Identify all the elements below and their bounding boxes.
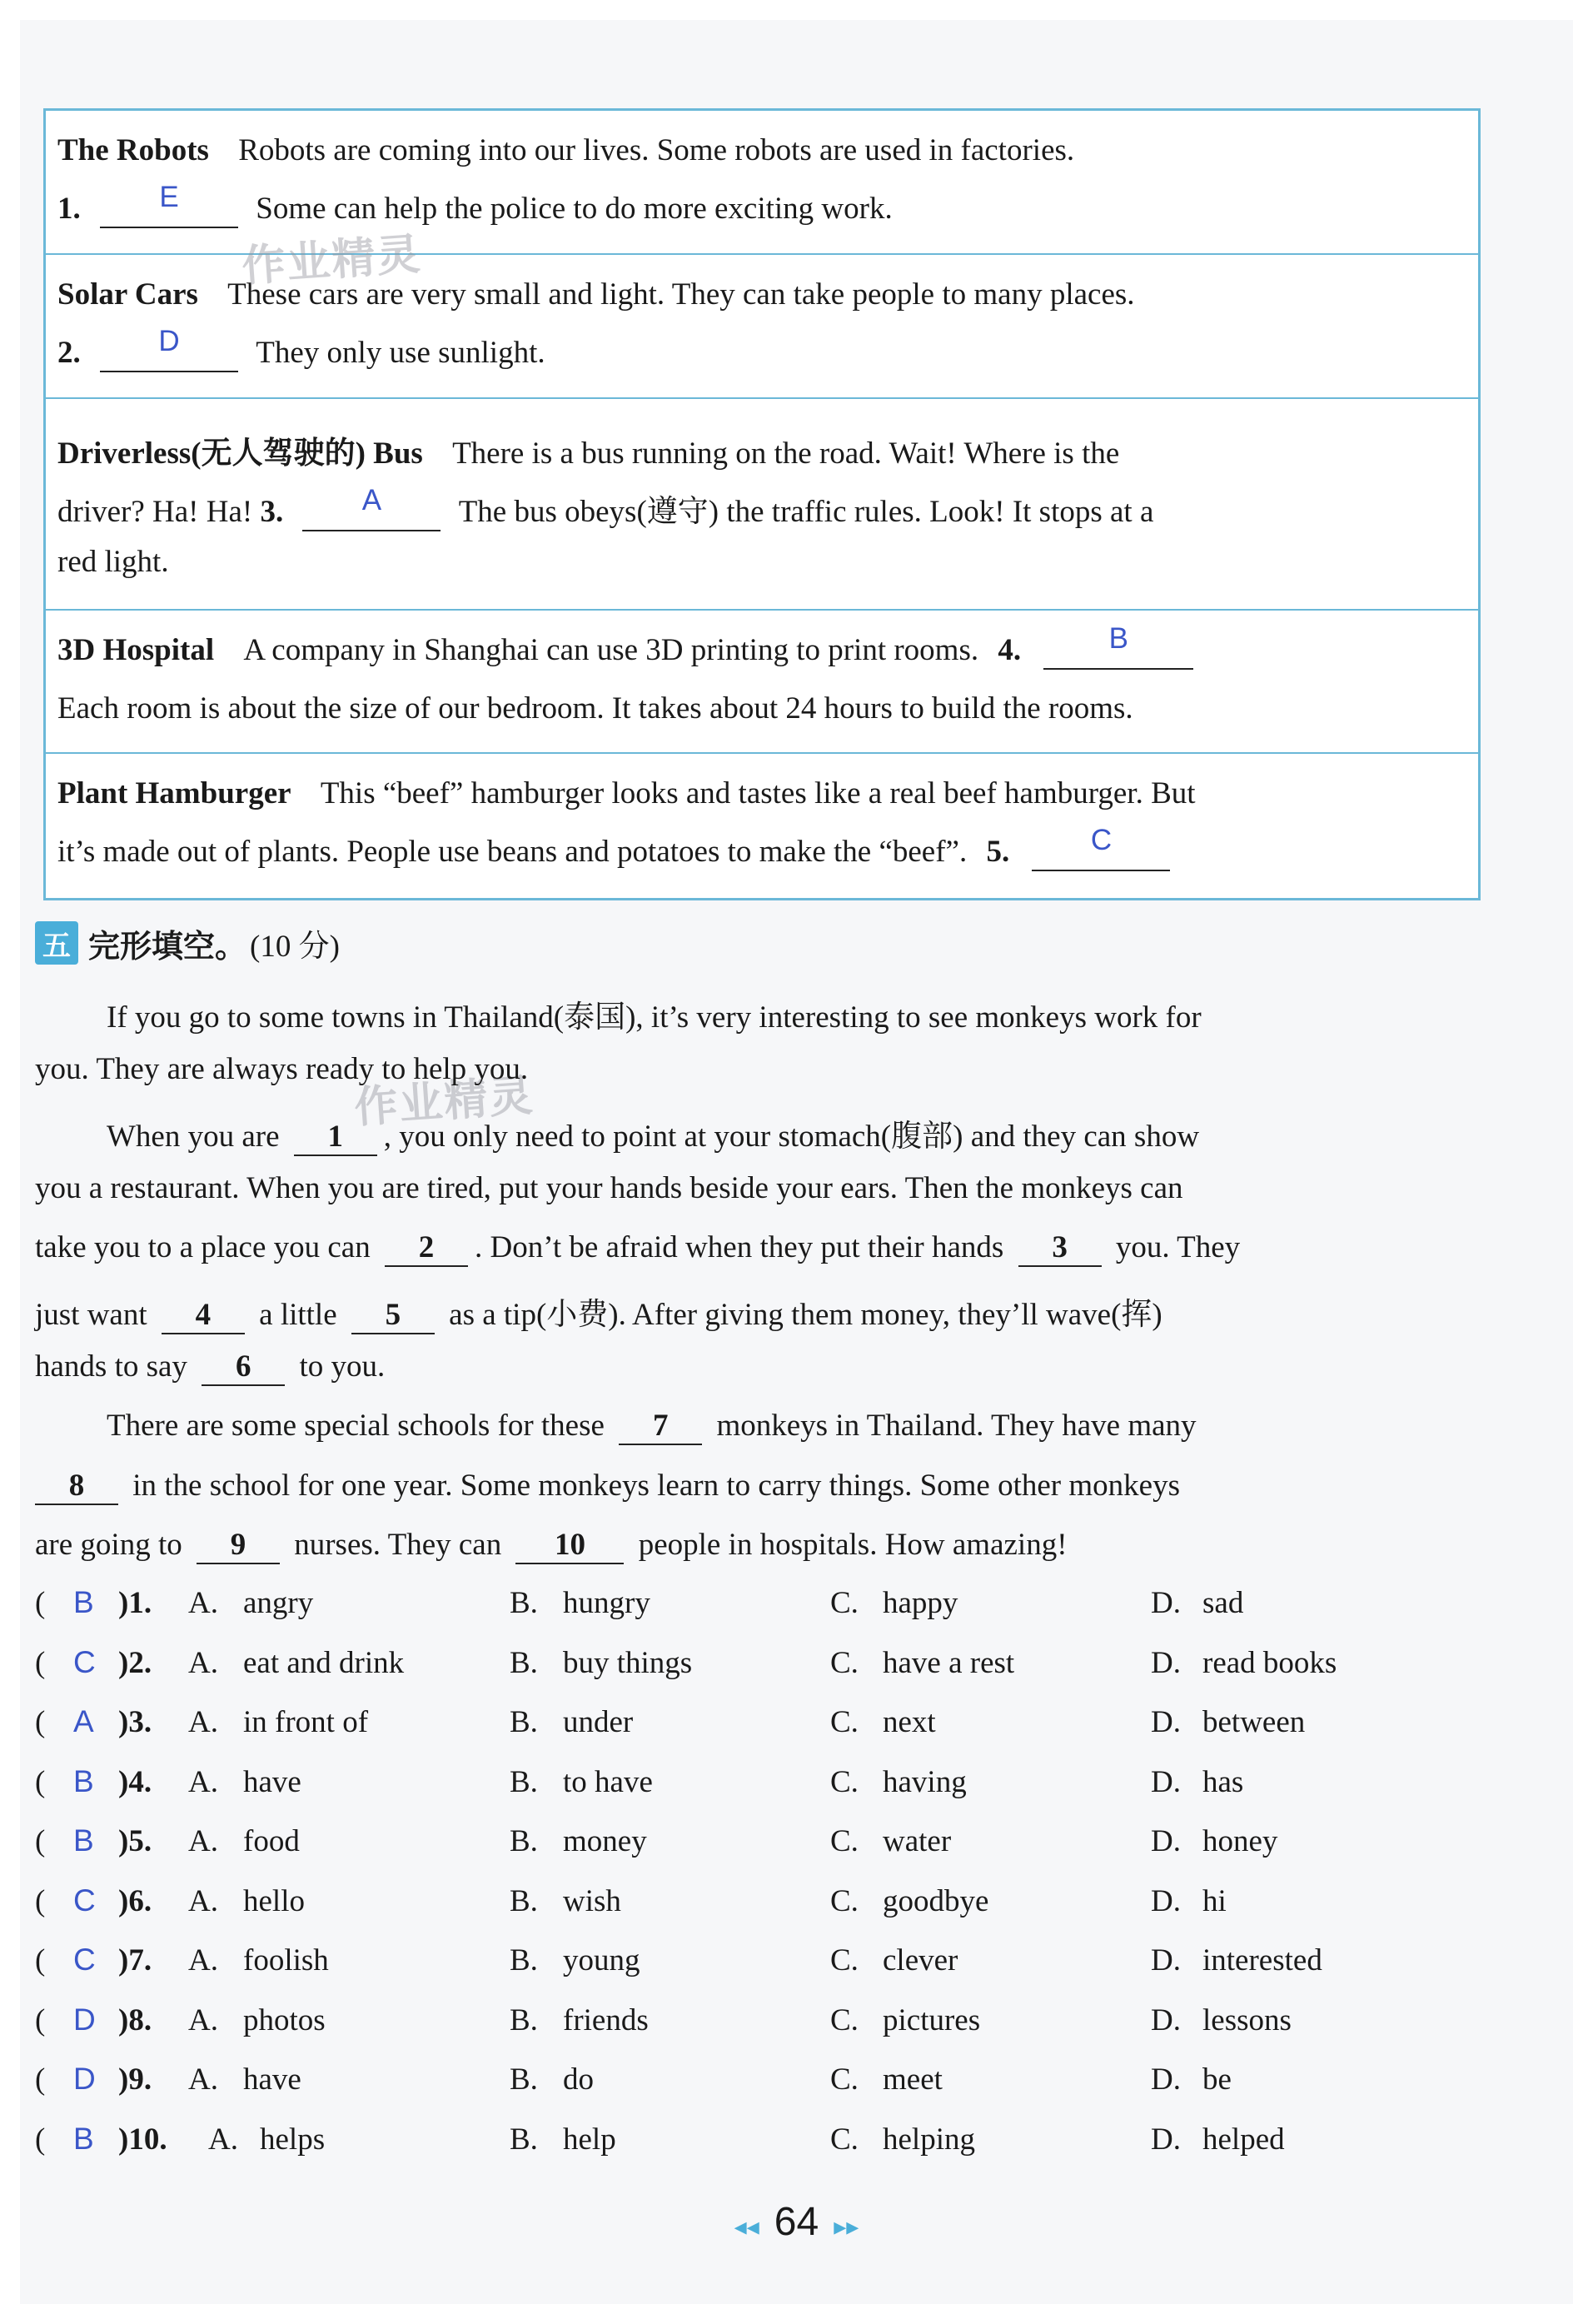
- option-c[interactable]: pictures: [883, 2002, 981, 2037]
- question-number: )6.: [118, 1883, 152, 1918]
- question-row: [35, 2122, 1492, 2168]
- option-b[interactable]: under: [563, 1705, 634, 1739]
- open-paren: (: [35, 1586, 46, 1620]
- answer-letter: B: [73, 1763, 94, 1798]
- question-number: 4.: [998, 633, 1022, 667]
- option-b[interactable]: friends: [563, 2002, 649, 2037]
- question-row: [35, 1942, 1492, 1989]
- cloze-blank[interactable]: 2: [385, 1229, 468, 1267]
- question-row: [35, 1883, 1492, 1930]
- answer-letter: C: [73, 1942, 96, 1977]
- option-a-label[interactable]: A.: [188, 1705, 218, 1739]
- option-b-label[interactable]: B.: [510, 1645, 538, 1680]
- passage-3d-hospital: [46, 611, 1478, 754]
- option-a-label[interactable]: A.: [208, 2122, 238, 2157]
- option-b-label[interactable]: B.: [510, 1824, 538, 1858]
- option-c[interactable]: happy: [883, 1586, 958, 1620]
- answer-letter: C: [73, 1883, 96, 1918]
- open-paren: (: [35, 2062, 46, 2097]
- answer-letter: E: [159, 181, 179, 213]
- option-d-label[interactable]: D.: [1151, 1943, 1181, 1977]
- open-paren: (: [35, 1824, 46, 1858]
- passage-text: These cars are very small and light. They can take people to many places.: [227, 277, 1135, 312]
- question-number: 1.: [57, 192, 81, 226]
- option-d-label[interactable]: D.: [1151, 1883, 1181, 1918]
- question-row: [35, 2062, 1492, 2108]
- passage-text: driver? Ha! Ha!: [57, 495, 261, 529]
- cloze-blank[interactable]: 3: [1018, 1229, 1102, 1267]
- answer-letter: A: [361, 484, 382, 516]
- option-c[interactable]: water: [883, 1824, 952, 1858]
- option-b[interactable]: help: [563, 2122, 616, 2157]
- option-a[interactable]: hello: [243, 1883, 305, 1918]
- cloze-line: take you to a place you can 2 . Don’t be afraid when they put their hands 3 you. They: [35, 1229, 1492, 1267]
- option-a-label[interactable]: A.: [188, 1943, 218, 1977]
- answer-blank[interactable]: [100, 325, 238, 372]
- option-a-label[interactable]: A.: [188, 1764, 218, 1799]
- option-d[interactable]: helped: [1202, 2122, 1285, 2157]
- option-d-label[interactable]: D.: [1151, 2002, 1181, 2037]
- answer-blank[interactable]: [302, 484, 441, 531]
- section-heading: [35, 920, 340, 966]
- option-d[interactable]: be: [1202, 2062, 1232, 2097]
- cloze-line: just want 4 a little 5 as a tip(小费). After giving them money, they’ll wave(挥): [35, 1289, 1492, 1334]
- passage-text: This “beef” hamburger looks and tastes like a real beef hamburger. But: [320, 776, 1196, 810]
- passage-title: The Robots: [57, 133, 209, 167]
- question-number: )9.: [118, 2062, 152, 2097]
- question-number: )5.: [118, 1824, 152, 1858]
- option-c[interactable]: meet: [883, 2062, 943, 2097]
- option-c[interactable]: clever: [883, 1943, 958, 1977]
- option-a[interactable]: angry: [243, 1586, 314, 1620]
- answer-letter: D: [73, 2002, 96, 2037]
- option-c-label[interactable]: C.: [830, 1705, 859, 1739]
- open-paren: (: [35, 1883, 46, 1918]
- option-a-label[interactable]: A.: [188, 1645, 218, 1680]
- answer-letter: C: [73, 1644, 96, 1679]
- passage-title: Plant Hamburger: [57, 776, 291, 810]
- passage-text: red light.: [57, 545, 169, 579]
- cloze-blank[interactable]: 5: [351, 1297, 435, 1334]
- option-a[interactable]: helps: [260, 2122, 326, 2157]
- cloze-blank[interactable]: 8: [35, 1468, 118, 1505]
- option-b-label[interactable]: B.: [510, 1705, 538, 1739]
- cloze-blank[interactable]: 10: [515, 1527, 624, 1564]
- open-paren: (: [35, 1764, 46, 1799]
- question-row: [35, 1704, 1492, 1751]
- option-d-label[interactable]: D.: [1151, 2062, 1181, 2097]
- prev-arrows-icon: ◂◂: [734, 2212, 759, 2242]
- option-b[interactable]: hungry: [563, 1586, 650, 1620]
- passage-text: They only use sunlight.: [256, 336, 545, 370]
- open-paren: (: [35, 1645, 46, 1680]
- answer-letter: A: [73, 1704, 94, 1738]
- cloze-line: There are some special schools for these 7 monkeys in Thailand. They have many: [35, 1408, 1492, 1445]
- question-number: )8.: [118, 2002, 152, 2037]
- answer-letter: B: [73, 2121, 94, 2156]
- answer-letter: B: [1108, 622, 1129, 655]
- option-d[interactable]: read books: [1202, 1645, 1337, 1680]
- watermark: 作业精灵: [352, 1070, 536, 1134]
- option-b-label[interactable]: B.: [510, 1943, 538, 1977]
- option-b[interactable]: do: [563, 2062, 594, 2097]
- option-c-label[interactable]: C.: [830, 1943, 859, 1977]
- option-d[interactable]: has: [1202, 1764, 1244, 1799]
- option-d-label[interactable]: D.: [1151, 1705, 1181, 1739]
- option-d-label[interactable]: D.: [1151, 1645, 1181, 1680]
- option-a-label[interactable]: A.: [188, 1883, 218, 1918]
- answer-blank[interactable]: [100, 181, 238, 228]
- option-a-label[interactable]: A.: [188, 2002, 218, 2037]
- option-b-label[interactable]: B.: [510, 2002, 538, 2037]
- cloze-line: are going to 9 nurses. They can 10 people in hospitals. How amazing!: [35, 1527, 1492, 1564]
- option-c-label[interactable]: C.: [830, 2062, 859, 2097]
- passage-plant-hamburger: [46, 754, 1478, 898]
- option-d[interactable]: honey: [1202, 1824, 1278, 1858]
- option-c[interactable]: helping: [883, 2122, 975, 2157]
- option-c-label[interactable]: C.: [830, 1645, 859, 1680]
- passage-text: There is a bus running on the road. Wait! Where is the: [452, 436, 1120, 471]
- cloze-blank[interactable]: 4: [162, 1297, 245, 1334]
- cloze-line: you. They are always ready to help you.: [35, 1052, 529, 1086]
- cloze-line: If you go to some towns in Thailand(泰国), it’s very interesting to see monkeys work for: [107, 1000, 1202, 1035]
- option-c-label[interactable]: C.: [830, 1764, 859, 1799]
- open-paren: (: [35, 1943, 46, 1977]
- option-c-label[interactable]: C.: [830, 2002, 859, 2037]
- question-number: 2.: [57, 336, 81, 370]
- option-c[interactable]: next: [883, 1705, 936, 1739]
- passage-text: A company in Shanghai can use 3D printing to print rooms.: [243, 633, 979, 667]
- open-paren: (: [35, 2002, 46, 2037]
- passage-text: it’s made out of plants. People use beans and potatoes to make the “beef”.: [57, 835, 968, 869]
- option-b-label[interactable]: B.: [510, 1764, 538, 1799]
- passage-text: Each room is about the size of our bedroom. It takes about 24 hours to build the rooms.: [57, 691, 1133, 726]
- passage-driverless-bus: [46, 399, 1478, 611]
- passage-text: The bus obeys(遵守) the traffic rules. Look! It stops at a: [458, 495, 1154, 529]
- option-b[interactable]: to have: [563, 1764, 653, 1799]
- option-a-label[interactable]: A.: [188, 1824, 218, 1858]
- passage-title: Solar Cars: [57, 277, 198, 312]
- question-row: [35, 2002, 1492, 2049]
- option-d[interactable]: interested: [1202, 1943, 1322, 1977]
- option-a[interactable]: photos: [243, 2002, 326, 2037]
- cloze-blank[interactable]: 6: [202, 1349, 285, 1386]
- answer-letter: D: [158, 325, 180, 357]
- question-number: 3.: [260, 495, 284, 529]
- option-b-label[interactable]: B.: [510, 2062, 538, 2097]
- option-d-label[interactable]: D.: [1151, 1586, 1181, 1620]
- option-b[interactable]: buy things: [563, 1645, 693, 1680]
- option-c-label[interactable]: C.: [830, 1883, 859, 1918]
- option-a[interactable]: eat and drink: [243, 1645, 405, 1680]
- option-b[interactable]: money: [563, 1824, 647, 1858]
- question-row: [35, 1823, 1492, 1870]
- question-row: [35, 1645, 1492, 1692]
- question-row: [35, 1585, 1492, 1632]
- answer-blank[interactable]: [1043, 622, 1193, 670]
- passage-text: Robots are coming into our lives. Some robots are used in factories.: [238, 133, 1075, 167]
- page-number: 64: [774, 2200, 819, 2244]
- question-number: )10.: [118, 2122, 167, 2157]
- next-arrows-icon: ▸▸: [834, 2212, 859, 2242]
- option-c[interactable]: goodbye: [883, 1883, 989, 1918]
- passage-text: Some can help the police to do more exciting work.: [256, 192, 893, 226]
- answer-letter: C: [1090, 824, 1113, 856]
- option-d-label[interactable]: D.: [1151, 1764, 1181, 1799]
- question-number: 5.: [986, 835, 1010, 869]
- watermark: 作业精灵: [240, 229, 424, 292]
- answer-letter: D: [73, 2062, 96, 2096]
- passage-table: [43, 108, 1481, 900]
- option-b[interactable]: wish: [563, 1883, 621, 1918]
- option-a[interactable]: have: [243, 1764, 301, 1799]
- option-a-label[interactable]: A.: [188, 1586, 218, 1620]
- option-b-label[interactable]: B.: [510, 1586, 538, 1620]
- option-c-label[interactable]: C.: [830, 1586, 859, 1620]
- question-number: )4.: [118, 1764, 152, 1799]
- option-b-label[interactable]: B.: [510, 2122, 538, 2157]
- question-number: )7.: [118, 1943, 152, 1977]
- option-d-label[interactable]: D.: [1151, 2122, 1181, 2157]
- option-c-label[interactable]: C.: [830, 2122, 859, 2157]
- question-number: )1.: [118, 1586, 152, 1620]
- passage-title: 3D Hospital: [57, 633, 215, 667]
- option-d[interactable]: hi: [1202, 1883, 1227, 1918]
- option-a[interactable]: foolish: [243, 1943, 329, 1977]
- cloze-line: hands to say 6 to you.: [35, 1349, 1492, 1386]
- option-c[interactable]: have a rest: [883, 1645, 1015, 1680]
- option-d[interactable]: lessons: [1202, 2002, 1292, 2037]
- section-number-badge: 五: [35, 921, 78, 965]
- cloze-line: you a restaurant. When you are tired, put your hands beside your ears. Then the monkeys can: [35, 1171, 1183, 1205]
- cloze-line: 8 in the school for one year. Some monkeys learn to carry things. Some other monkeys: [35, 1468, 1492, 1505]
- option-d[interactable]: between: [1202, 1705, 1306, 1739]
- question-number: )2.: [118, 1645, 152, 1680]
- cloze-blank[interactable]: 7: [619, 1408, 702, 1445]
- cloze-line: When you are 1 , you only need to point at your stomach(腹部) and they can show: [35, 1110, 1492, 1156]
- answer-blank[interactable]: [1032, 824, 1170, 871]
- passage-title: Driverless(无人驾驶的) Bus: [57, 436, 423, 471]
- question-row: [35, 1764, 1492, 1811]
- option-b-label[interactable]: B.: [510, 1883, 538, 1918]
- option-c[interactable]: having: [883, 1764, 967, 1799]
- cloze-blank[interactable]: 1: [294, 1119, 377, 1156]
- answer-letter: B: [73, 1585, 94, 1619]
- open-paren: (: [35, 1705, 46, 1739]
- section-score: (10 分): [250, 930, 340, 964]
- option-a[interactable]: food: [243, 1824, 300, 1858]
- page-footer: [0, 2199, 1593, 2245]
- option-b[interactable]: young: [563, 1943, 640, 1977]
- option-a[interactable]: in front of: [243, 1705, 369, 1739]
- option-d[interactable]: sad: [1202, 1586, 1244, 1620]
- open-paren: (: [35, 2122, 46, 2157]
- section-title: 完形填空。: [88, 927, 247, 965]
- answer-letter: B: [73, 1823, 94, 1858]
- option-d-label[interactable]: D.: [1151, 1824, 1181, 1858]
- option-a[interactable]: have: [243, 2062, 301, 2097]
- cloze-blank[interactable]: 9: [197, 1527, 280, 1564]
- option-a-label[interactable]: A.: [188, 2062, 218, 2097]
- option-c-label[interactable]: C.: [830, 1824, 859, 1858]
- question-number: )3.: [118, 1705, 152, 1739]
